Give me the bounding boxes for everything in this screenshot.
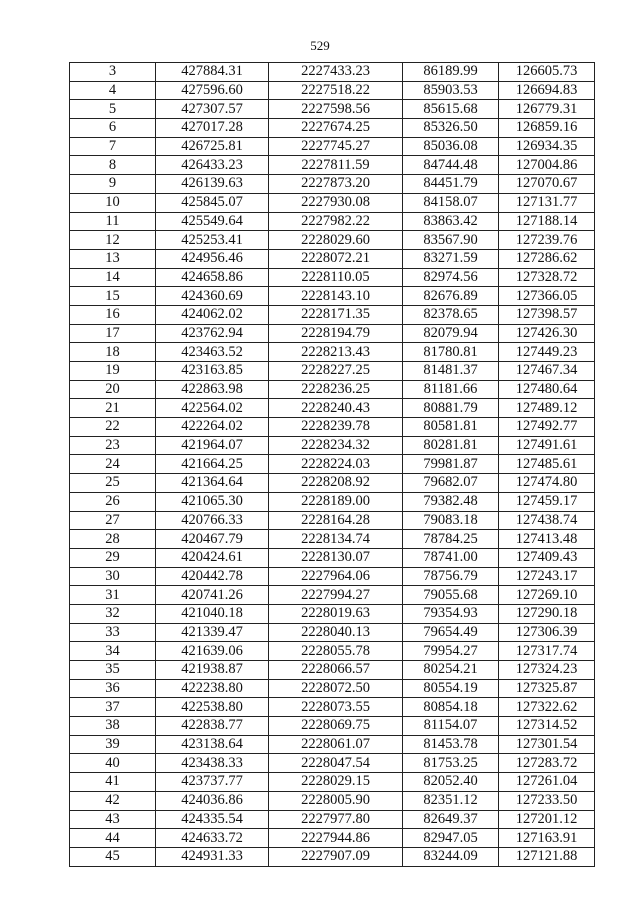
table-row xyxy=(70,604,595,623)
point-number-cell: 43 xyxy=(70,810,156,829)
point-number-cell: 33 xyxy=(70,623,156,642)
x-coordinate-cell: 424956.46 xyxy=(156,249,269,268)
y-coordinate-cell: 2228110.05 xyxy=(269,268,403,287)
northing-cell: 127438.74 xyxy=(499,511,595,530)
northing-cell: 127467.34 xyxy=(499,362,595,381)
y-coordinate-cell: 2227964.06 xyxy=(269,567,403,586)
point-number-cell: 5 xyxy=(70,100,156,119)
x-coordinate-cell: 424062.02 xyxy=(156,305,269,324)
easting-cell: 81481.37 xyxy=(403,362,499,381)
page-number: 529 xyxy=(310,38,330,53)
x-coordinate-cell: 423163.85 xyxy=(156,362,269,381)
northing-cell: 126934.35 xyxy=(499,137,595,156)
y-coordinate-cell: 2228134.74 xyxy=(269,530,403,549)
point-number-cell: 29 xyxy=(70,548,156,567)
y-coordinate-cell: 2227811.59 xyxy=(269,156,403,175)
northing-cell: 127474.80 xyxy=(499,474,595,493)
y-coordinate-cell: 2228164.28 xyxy=(269,511,403,530)
point-number-cell: 22 xyxy=(70,418,156,437)
table-row xyxy=(70,661,595,680)
easting-cell: 80854.18 xyxy=(403,698,499,717)
y-coordinate-cell: 2228208.92 xyxy=(269,474,403,493)
northing-cell: 127449.23 xyxy=(499,343,595,362)
point-number-cell: 8 xyxy=(70,156,156,175)
table-row xyxy=(70,511,595,530)
x-coordinate-cell: 425549.64 xyxy=(156,212,269,231)
x-coordinate-cell: 421339.47 xyxy=(156,623,269,642)
y-coordinate-cell: 2228066.57 xyxy=(269,661,403,680)
y-coordinate-cell: 2228073.55 xyxy=(269,698,403,717)
easting-cell: 79682.07 xyxy=(403,474,499,493)
y-coordinate-cell: 2228072.21 xyxy=(269,249,403,268)
y-coordinate-cell: 2228029.15 xyxy=(269,773,403,792)
easting-cell: 78741.00 xyxy=(403,548,499,567)
northing-cell: 127188.14 xyxy=(499,212,595,231)
y-coordinate-cell: 2228029.60 xyxy=(269,231,403,250)
table-row xyxy=(70,829,595,848)
easting-cell: 78784.25 xyxy=(403,530,499,549)
northing-cell: 127283.72 xyxy=(499,754,595,773)
table-row xyxy=(70,343,595,362)
y-coordinate-cell: 2227433.23 xyxy=(269,63,403,82)
y-coordinate-cell: 2228055.78 xyxy=(269,642,403,661)
table-row xyxy=(70,287,595,306)
point-number-cell: 23 xyxy=(70,436,156,455)
coordinate-table-body xyxy=(70,63,595,867)
northing-cell: 127286.62 xyxy=(499,249,595,268)
x-coordinate-cell: 424335.54 xyxy=(156,810,269,829)
table-row xyxy=(70,63,595,82)
x-coordinate-cell: 420766.33 xyxy=(156,511,269,530)
x-coordinate-cell: 424036.86 xyxy=(156,791,269,810)
table-row xyxy=(70,642,595,661)
northing-cell: 127233.50 xyxy=(499,791,595,810)
x-coordinate-cell: 423737.77 xyxy=(156,773,269,792)
easting-cell: 83863.42 xyxy=(403,212,499,231)
table-row xyxy=(70,492,595,511)
point-number-cell: 45 xyxy=(70,847,156,866)
northing-cell: 127121.88 xyxy=(499,847,595,866)
x-coordinate-cell: 427017.28 xyxy=(156,119,269,138)
y-coordinate-cell: 2228213.43 xyxy=(269,343,403,362)
x-coordinate-cell: 420741.26 xyxy=(156,586,269,605)
x-coordinate-cell: 422863.98 xyxy=(156,380,269,399)
northing-cell: 127426.30 xyxy=(499,324,595,343)
x-coordinate-cell: 424633.72 xyxy=(156,829,269,848)
x-coordinate-cell: 424931.33 xyxy=(156,847,269,866)
table-row xyxy=(70,548,595,567)
y-coordinate-cell: 2228061.07 xyxy=(269,735,403,754)
point-number-cell: 21 xyxy=(70,399,156,418)
point-number-cell: 19 xyxy=(70,362,156,381)
point-number-cell: 10 xyxy=(70,193,156,212)
point-number-cell: 9 xyxy=(70,175,156,194)
point-number-cell: 30 xyxy=(70,567,156,586)
y-coordinate-cell: 2228040.13 xyxy=(269,623,403,642)
easting-cell: 83567.90 xyxy=(403,231,499,250)
table-row xyxy=(70,81,595,100)
northing-cell: 127163.91 xyxy=(499,829,595,848)
northing-cell: 127070.67 xyxy=(499,175,595,194)
y-coordinate-cell: 2228019.63 xyxy=(269,604,403,623)
northing-cell: 127261.04 xyxy=(499,773,595,792)
easting-cell: 81453.78 xyxy=(403,735,499,754)
y-coordinate-cell: 2228130.07 xyxy=(269,548,403,567)
table-row xyxy=(70,156,595,175)
northing-cell: 127243.17 xyxy=(499,567,595,586)
point-number-cell: 15 xyxy=(70,287,156,306)
table-row xyxy=(70,268,595,287)
easting-cell: 79382.48 xyxy=(403,492,499,511)
y-coordinate-cell: 2228072.50 xyxy=(269,679,403,698)
easting-cell: 80554.19 xyxy=(403,679,499,698)
table-row xyxy=(70,586,595,605)
point-number-cell: 42 xyxy=(70,791,156,810)
easting-cell: 82378.65 xyxy=(403,305,499,324)
x-coordinate-cell: 424360.69 xyxy=(156,287,269,306)
y-coordinate-cell: 2228224.03 xyxy=(269,455,403,474)
northing-cell: 127480.64 xyxy=(499,380,595,399)
northing-cell: 127306.39 xyxy=(499,623,595,642)
point-number-cell: 13 xyxy=(70,249,156,268)
x-coordinate-cell: 422238.80 xyxy=(156,679,269,698)
point-number-cell: 12 xyxy=(70,231,156,250)
x-coordinate-cell: 423762.94 xyxy=(156,324,269,343)
easting-cell: 79654.49 xyxy=(403,623,499,642)
y-coordinate-cell: 2228240.43 xyxy=(269,399,403,418)
table-row xyxy=(70,567,595,586)
point-number-cell: 7 xyxy=(70,137,156,156)
easting-cell: 84451.79 xyxy=(403,175,499,194)
northing-cell: 127485.61 xyxy=(499,455,595,474)
easting-cell: 79083.18 xyxy=(403,511,499,530)
northing-cell: 127201.12 xyxy=(499,810,595,829)
easting-cell: 79354.93 xyxy=(403,604,499,623)
point-number-cell: 25 xyxy=(70,474,156,493)
northing-cell: 127131.77 xyxy=(499,193,595,212)
northing-cell: 127314.52 xyxy=(499,717,595,736)
easting-cell: 85615.68 xyxy=(403,100,499,119)
y-coordinate-cell: 2227994.27 xyxy=(269,586,403,605)
y-coordinate-cell: 2227518.22 xyxy=(269,81,403,100)
y-coordinate-cell: 2228047.54 xyxy=(269,754,403,773)
table-row xyxy=(70,175,595,194)
northing-cell: 127491.61 xyxy=(499,436,595,455)
x-coordinate-cell: 422264.02 xyxy=(156,418,269,437)
x-coordinate-cell: 420467.79 xyxy=(156,530,269,549)
table-row xyxy=(70,810,595,829)
northing-cell: 126694.83 xyxy=(499,81,595,100)
easting-cell: 81154.07 xyxy=(403,717,499,736)
point-number-cell: 41 xyxy=(70,773,156,792)
easting-cell: 86189.99 xyxy=(403,63,499,82)
point-number-cell: 39 xyxy=(70,735,156,754)
x-coordinate-cell: 421639.06 xyxy=(156,642,269,661)
easting-cell: 79954.27 xyxy=(403,642,499,661)
point-number-cell: 38 xyxy=(70,717,156,736)
x-coordinate-cell: 421364.64 xyxy=(156,474,269,493)
y-coordinate-cell: 2227977.80 xyxy=(269,810,403,829)
easting-cell: 79981.87 xyxy=(403,455,499,474)
easting-cell: 83271.59 xyxy=(403,249,499,268)
y-coordinate-cell: 2228143.10 xyxy=(269,287,403,306)
northing-cell: 127269.10 xyxy=(499,586,595,605)
table-row xyxy=(70,847,595,866)
x-coordinate-cell: 422538.80 xyxy=(156,698,269,717)
table-row xyxy=(70,137,595,156)
table-row xyxy=(70,436,595,455)
easting-cell: 82947.05 xyxy=(403,829,499,848)
northing-cell: 127328.72 xyxy=(499,268,595,287)
x-coordinate-cell: 424658.86 xyxy=(156,268,269,287)
y-coordinate-cell: 2227873.20 xyxy=(269,175,403,194)
point-number-cell: 4 xyxy=(70,81,156,100)
x-coordinate-cell: 423463.52 xyxy=(156,343,269,362)
table-row xyxy=(70,100,595,119)
easting-cell: 81181.66 xyxy=(403,380,499,399)
point-number-cell: 37 xyxy=(70,698,156,717)
table-row xyxy=(70,791,595,810)
point-number-cell: 14 xyxy=(70,268,156,287)
x-coordinate-cell: 420442.78 xyxy=(156,567,269,586)
y-coordinate-cell: 2228005.90 xyxy=(269,791,403,810)
x-coordinate-cell: 423438.33 xyxy=(156,754,269,773)
table-row xyxy=(70,679,595,698)
easting-cell: 80881.79 xyxy=(403,399,499,418)
x-coordinate-cell: 423138.64 xyxy=(156,735,269,754)
y-coordinate-cell: 2227745.27 xyxy=(269,137,403,156)
easting-cell: 84744.48 xyxy=(403,156,499,175)
x-coordinate-cell: 427596.60 xyxy=(156,81,269,100)
point-number-cell: 18 xyxy=(70,343,156,362)
point-number-cell: 32 xyxy=(70,604,156,623)
northing-cell: 127322.62 xyxy=(499,698,595,717)
northing-cell: 127325.87 xyxy=(499,679,595,698)
point-number-cell: 17 xyxy=(70,324,156,343)
northing-cell: 127239.76 xyxy=(499,231,595,250)
x-coordinate-cell: 422564.02 xyxy=(156,399,269,418)
northing-cell: 127004.86 xyxy=(499,156,595,175)
easting-cell: 85903.53 xyxy=(403,81,499,100)
table-row xyxy=(70,193,595,212)
x-coordinate-cell: 426725.81 xyxy=(156,137,269,156)
table-row xyxy=(70,698,595,717)
northing-cell: 127398.57 xyxy=(499,305,595,324)
northing-cell: 127366.05 xyxy=(499,287,595,306)
point-number-cell: 35 xyxy=(70,661,156,680)
x-coordinate-cell: 427884.31 xyxy=(156,63,269,82)
northing-cell: 127301.54 xyxy=(499,735,595,754)
northing-cell: 126859.16 xyxy=(499,119,595,138)
y-coordinate-cell: 2228236.25 xyxy=(269,380,403,399)
easting-cell: 82974.56 xyxy=(403,268,499,287)
y-coordinate-cell: 2227907.09 xyxy=(269,847,403,866)
table-row xyxy=(70,399,595,418)
table-row xyxy=(70,249,595,268)
easting-cell: 80581.81 xyxy=(403,418,499,437)
table-row xyxy=(70,474,595,493)
x-coordinate-cell: 425845.07 xyxy=(156,193,269,212)
x-coordinate-cell: 421040.18 xyxy=(156,604,269,623)
x-coordinate-cell: 421938.87 xyxy=(156,661,269,680)
y-coordinate-cell: 2228239.78 xyxy=(269,418,403,437)
y-coordinate-cell: 2227930.08 xyxy=(269,193,403,212)
table-row xyxy=(70,418,595,437)
easting-cell: 82676.89 xyxy=(403,287,499,306)
point-number-cell: 11 xyxy=(70,212,156,231)
table-row xyxy=(70,119,595,138)
easting-cell: 82351.12 xyxy=(403,791,499,810)
easting-cell: 85036.08 xyxy=(403,137,499,156)
y-coordinate-cell: 2227674.25 xyxy=(269,119,403,138)
easting-cell: 82649.37 xyxy=(403,810,499,829)
point-number-cell: 40 xyxy=(70,754,156,773)
northing-cell: 127324.23 xyxy=(499,661,595,680)
northing-cell: 127290.18 xyxy=(499,604,595,623)
easting-cell: 79055.68 xyxy=(403,586,499,605)
table-row xyxy=(70,362,595,381)
point-number-cell: 26 xyxy=(70,492,156,511)
northing-cell: 127489.12 xyxy=(499,399,595,418)
table-row xyxy=(70,380,595,399)
x-coordinate-cell: 426139.63 xyxy=(156,175,269,194)
x-coordinate-cell: 427307.57 xyxy=(156,100,269,119)
y-coordinate-cell: 2227982.22 xyxy=(269,212,403,231)
y-coordinate-cell: 2228227.25 xyxy=(269,362,403,381)
y-coordinate-cell: 2227598.56 xyxy=(269,100,403,119)
point-number-cell: 27 xyxy=(70,511,156,530)
point-number-cell: 24 xyxy=(70,455,156,474)
easting-cell: 84158.07 xyxy=(403,193,499,212)
point-number-cell: 20 xyxy=(70,380,156,399)
northing-cell: 127492.77 xyxy=(499,418,595,437)
easting-cell: 78756.79 xyxy=(403,567,499,586)
table-row xyxy=(70,717,595,736)
table-row xyxy=(70,623,595,642)
point-number-cell: 3 xyxy=(70,63,156,82)
x-coordinate-cell: 426433.23 xyxy=(156,156,269,175)
point-number-cell: 16 xyxy=(70,305,156,324)
table-row xyxy=(70,754,595,773)
point-number-cell: 28 xyxy=(70,530,156,549)
easting-cell: 85326.50 xyxy=(403,119,499,138)
point-number-cell: 44 xyxy=(70,829,156,848)
x-coordinate-cell: 422838.77 xyxy=(156,717,269,736)
x-coordinate-cell: 425253.41 xyxy=(156,231,269,250)
x-coordinate-cell: 421065.30 xyxy=(156,492,269,511)
y-coordinate-cell: 2228189.00 xyxy=(269,492,403,511)
table-row xyxy=(70,773,595,792)
northing-cell: 127413.48 xyxy=(499,530,595,549)
easting-cell: 80254.21 xyxy=(403,661,499,680)
table-row xyxy=(70,324,595,343)
x-coordinate-cell: 421964.07 xyxy=(156,436,269,455)
easting-cell: 81753.25 xyxy=(403,754,499,773)
x-coordinate-cell: 420424.61 xyxy=(156,548,269,567)
y-coordinate-cell: 2228171.35 xyxy=(269,305,403,324)
table-row xyxy=(70,212,595,231)
northing-cell: 126779.31 xyxy=(499,100,595,119)
y-coordinate-cell: 2228069.75 xyxy=(269,717,403,736)
x-coordinate-cell: 421664.25 xyxy=(156,455,269,474)
table-row xyxy=(70,455,595,474)
northing-cell: 127459.17 xyxy=(499,492,595,511)
coordinate-table-container xyxy=(69,62,594,867)
coordinate-table xyxy=(69,62,595,867)
y-coordinate-cell: 2228194.79 xyxy=(269,324,403,343)
point-number-cell: 6 xyxy=(70,119,156,138)
northing-cell: 127317.74 xyxy=(499,642,595,661)
point-number-cell: 34 xyxy=(70,642,156,661)
y-coordinate-cell: 2228234.32 xyxy=(269,436,403,455)
table-row xyxy=(70,735,595,754)
easting-cell: 80281.81 xyxy=(403,436,499,455)
easting-cell: 82079.94 xyxy=(403,324,499,343)
easting-cell: 82052.40 xyxy=(403,773,499,792)
y-coordinate-cell: 2227944.86 xyxy=(269,829,403,848)
point-number-cell: 36 xyxy=(70,679,156,698)
point-number-cell: 31 xyxy=(70,586,156,605)
easting-cell: 81780.81 xyxy=(403,343,499,362)
northing-cell: 127409.43 xyxy=(499,548,595,567)
table-row xyxy=(70,530,595,549)
easting-cell: 83244.09 xyxy=(403,847,499,866)
northing-cell: 126605.73 xyxy=(499,63,595,82)
table-row xyxy=(70,231,595,250)
table-row xyxy=(70,305,595,324)
